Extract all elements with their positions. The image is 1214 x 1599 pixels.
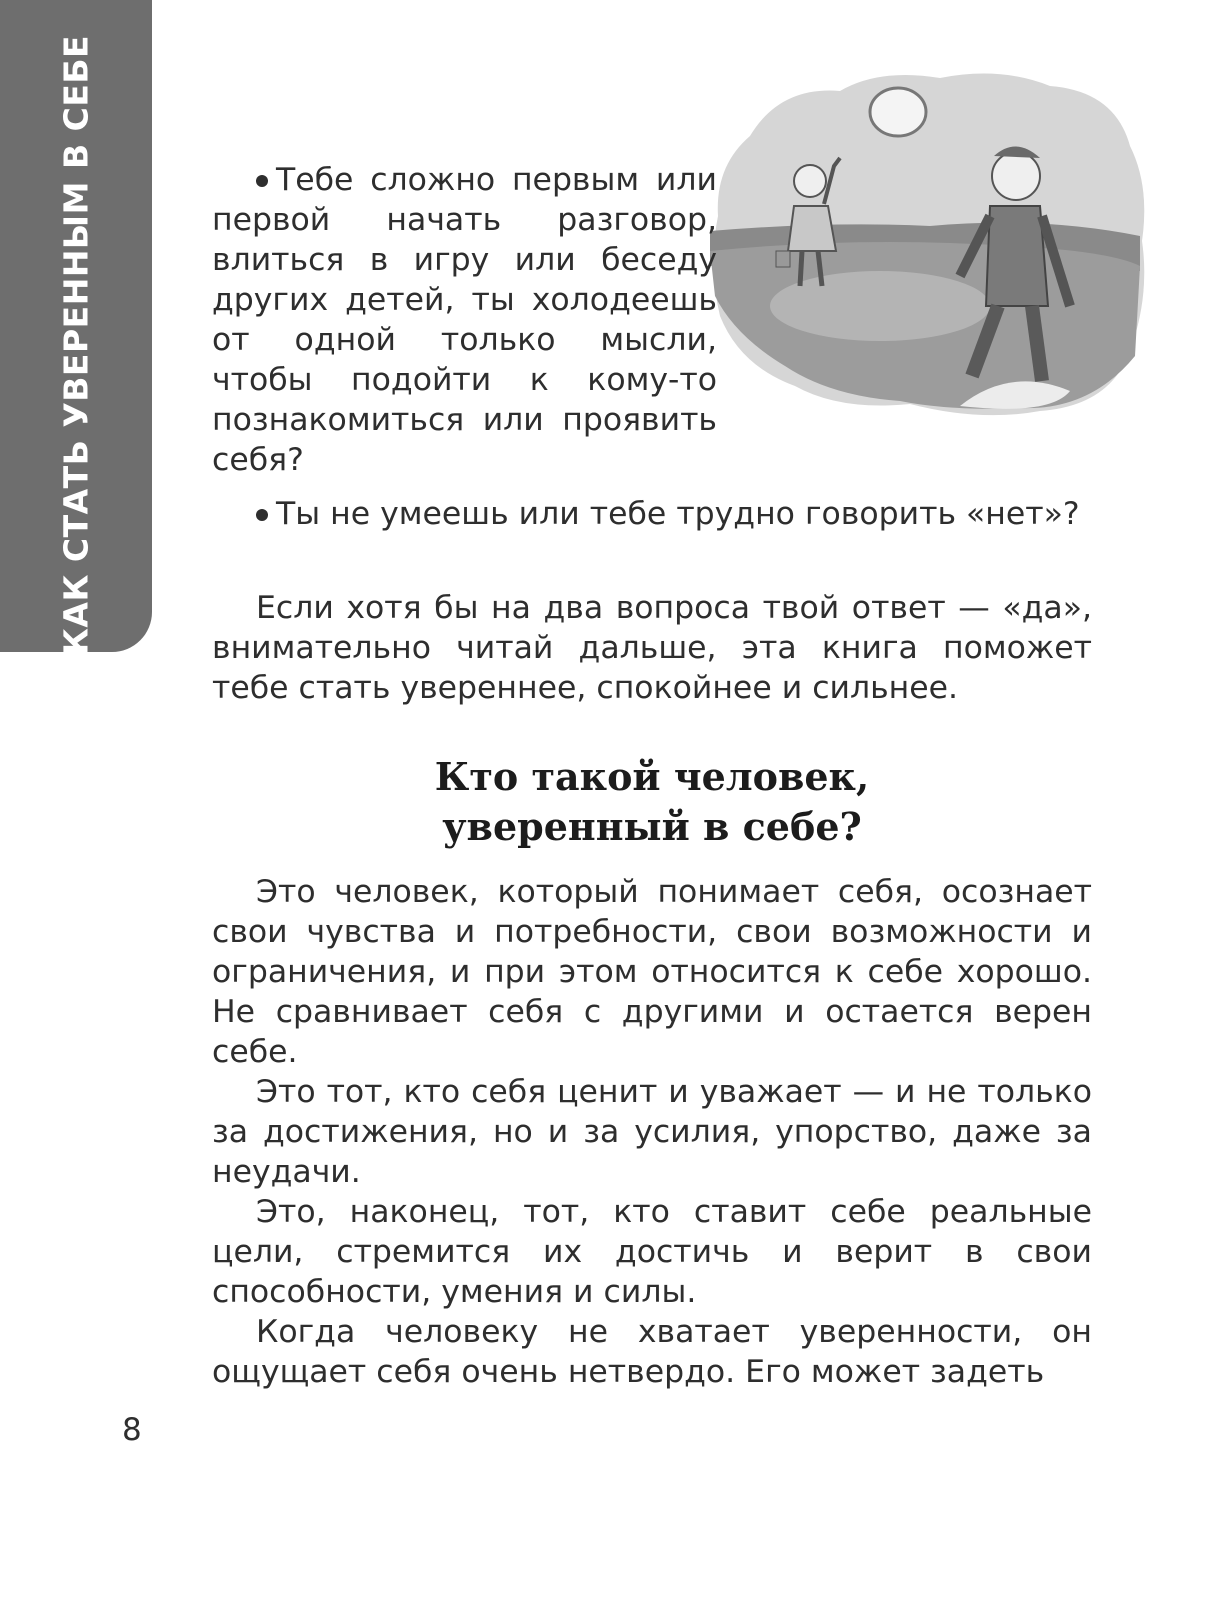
bullet-paragraph-1: Тебе сложно первым или первой начать разговор, влиться в игру или беседу других детей, ты холодеешь от одной только мысли, чтобы подойти к кому-то познакомиться или проявить себя?: [212, 162, 717, 478]
bullet-icon: [256, 175, 268, 187]
body-paragraph-2: Это тот, кто себя ценит и уважает — и не только за достижения, но и за усилия, упорство, даже за неудачи.: [212, 1074, 1092, 1190]
body-paragraph-4: Когда человеку не хватает уверенности, он ощущает себя очень нетвердо. Его может задеть: [212, 1314, 1092, 1390]
page-number: 8: [122, 1412, 142, 1448]
body-paragraph-1: Это человек, который понимает себя, осознает свои чувства и потребности, свои возможности и ограничения, и при этом относится к себе хорошо. Не сравнивает себя с другими и остается верен себе.: [212, 874, 1092, 1070]
bullet-icon: [256, 509, 268, 521]
body-paragraph-3: Это, наконец, тот, кто ставит себе реальные цели, стремится их достичь и верит в свои способности, умения и силы.: [212, 1194, 1092, 1310]
illustration-shy-boy: [710, 66, 1150, 422]
section-heading-line-2: уверенный в себе?: [442, 804, 862, 849]
section-heading-line-1: Кто такой человек,: [434, 754, 870, 799]
bullet-paragraph-2: Ты не умеешь или тебе трудно говорить «нет»?: [212, 494, 1092, 534]
section-heading: [212, 752, 1092, 852]
intro-paragraph: Если хотя бы на два вопроса твой ответ — «да», внимательно читай дальше, эта книга поможет тебе стать увереннее, спокойнее и сильнее.: [212, 590, 1092, 706]
chapter-side-tab: [0, 0, 152, 656]
chapter-title: КАК СТАТЬ УВЕРЕННЫМ В СЕБЕ: [56, 34, 96, 656]
